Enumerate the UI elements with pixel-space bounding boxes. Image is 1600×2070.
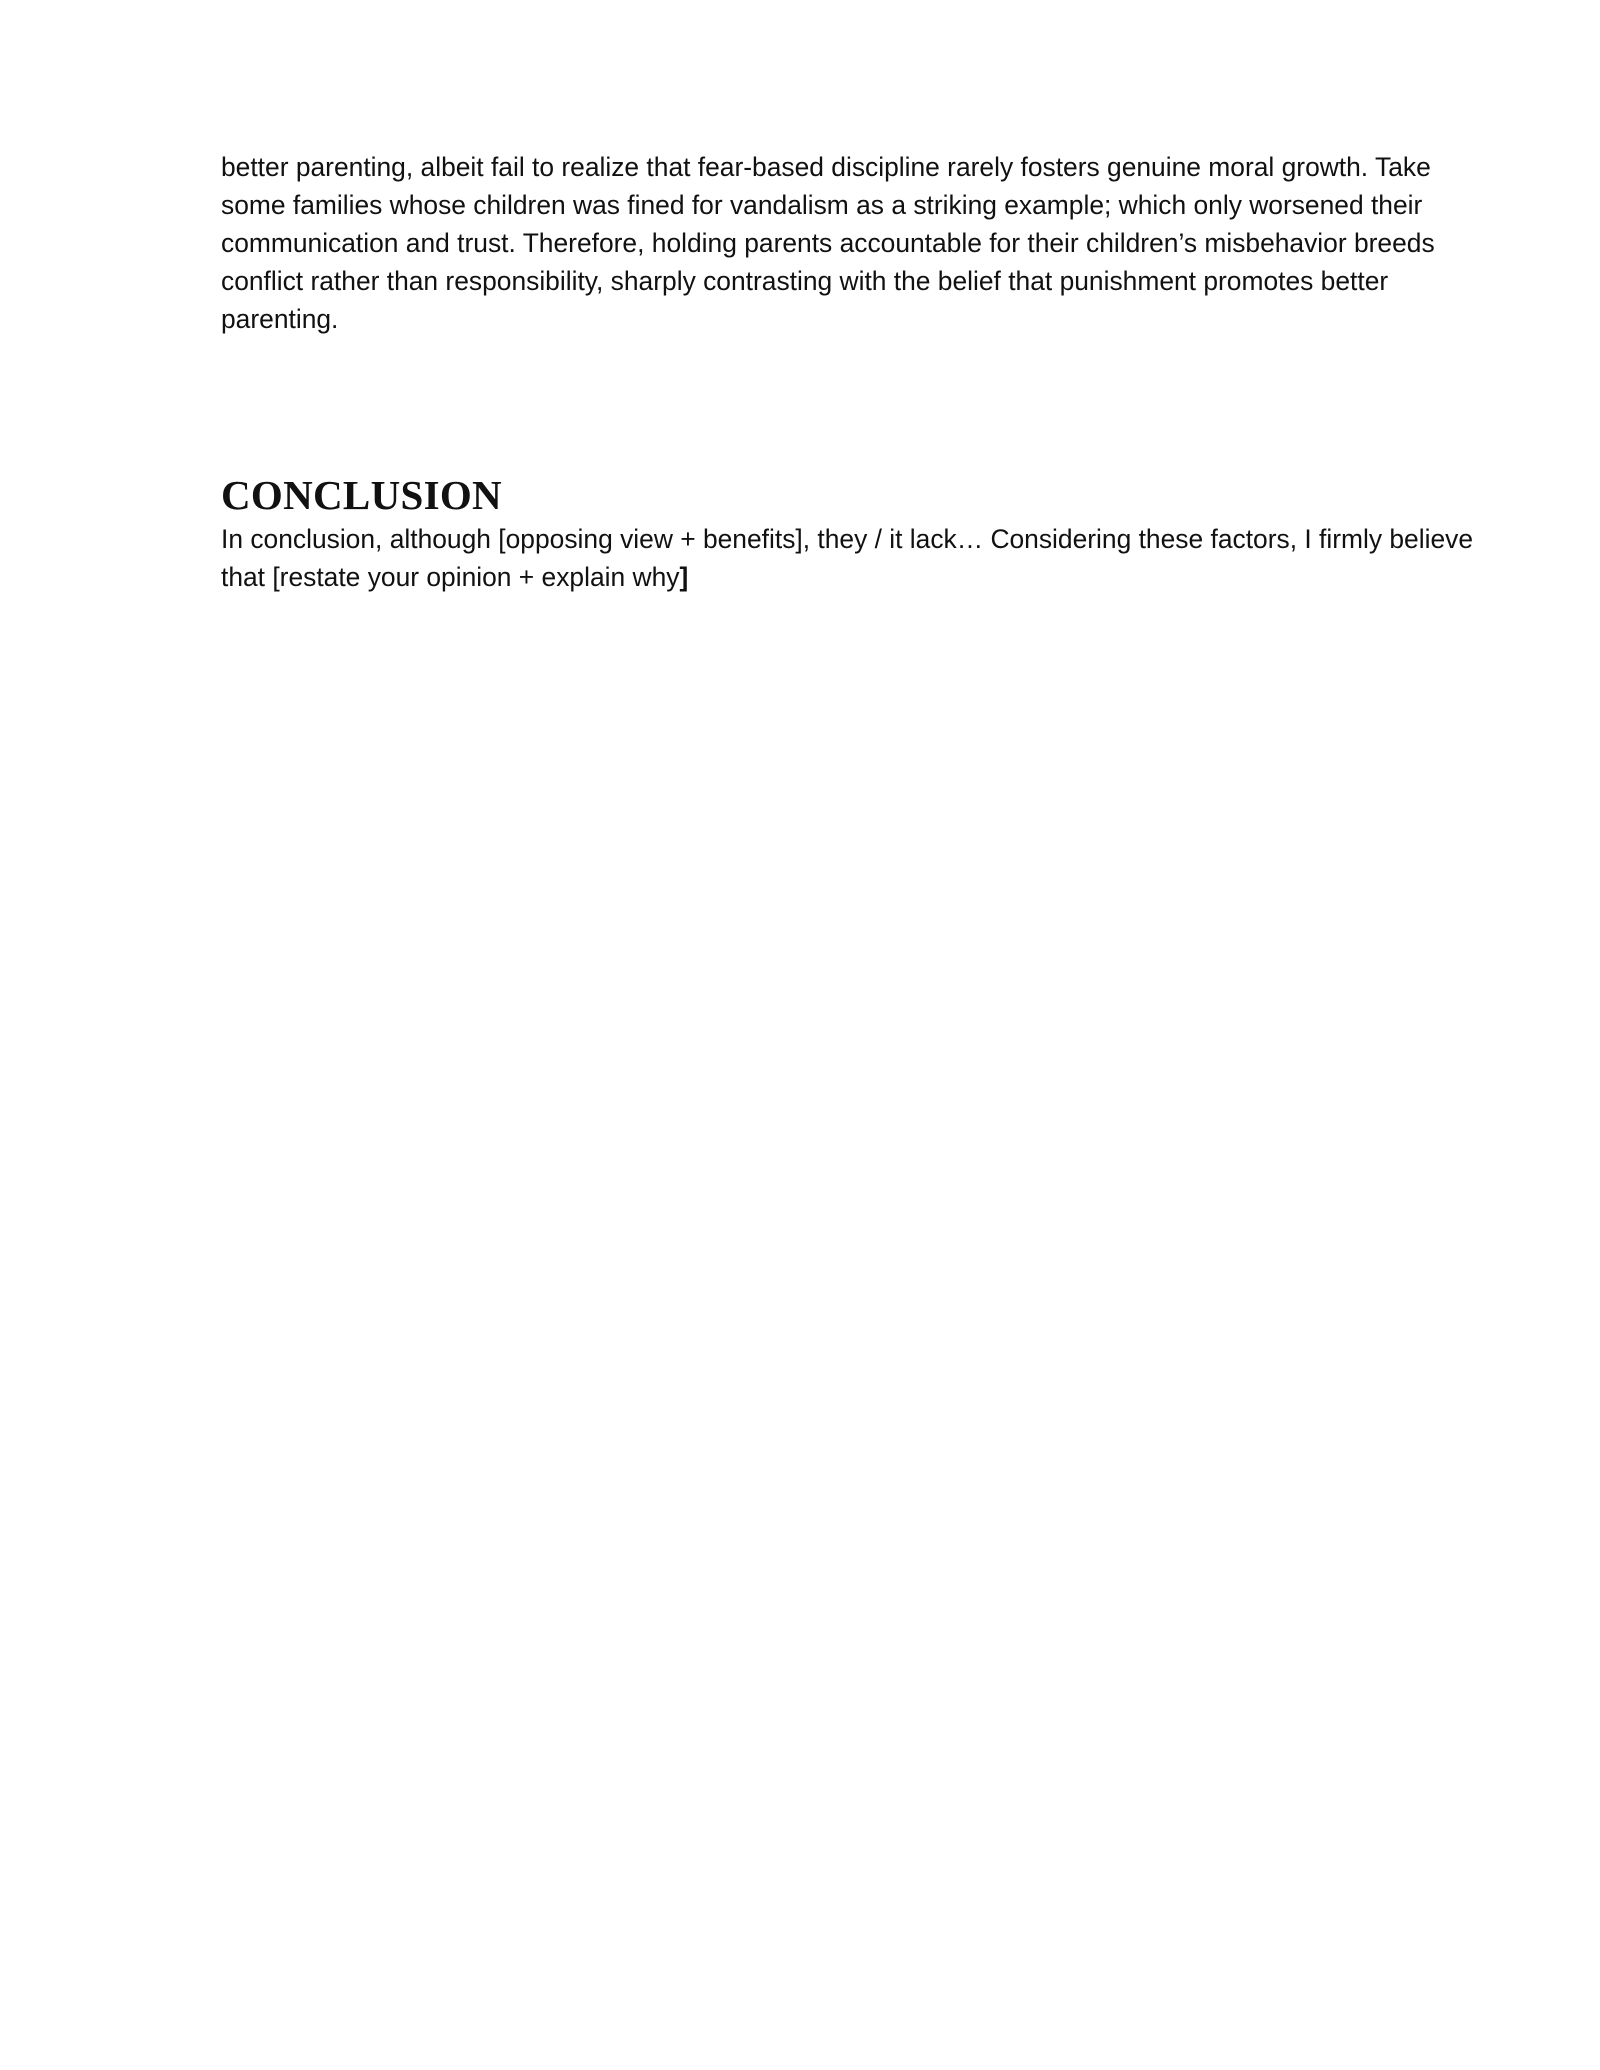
conclusion-heading: CONCLUSION xyxy=(221,472,502,518)
conclusion-paragraph xyxy=(221,520,1476,596)
conclusion-section xyxy=(221,472,1476,596)
conclusion-closing-bracket: ] xyxy=(679,562,689,592)
conclusion-text: In conclusion, although [opposing view + benefits], they / it lack… Considering these factors, I firmly believe that [restate your opinion + explain why xyxy=(221,524,1474,592)
body-paragraph: better parenting, albeit fail to realize that fear-based discipline rarely fosters genuine moral growth. Take some families whose children was fined for vandalism as a striking example; which only worsened their communication and trust. Therefore, holding parents accountable for their children’s misbehavior breeds conflict rather than responsibility, sharply contrasting with the belief that punishment promotes better parenting. xyxy=(221,152,1435,334)
body-section xyxy=(221,148,1476,338)
